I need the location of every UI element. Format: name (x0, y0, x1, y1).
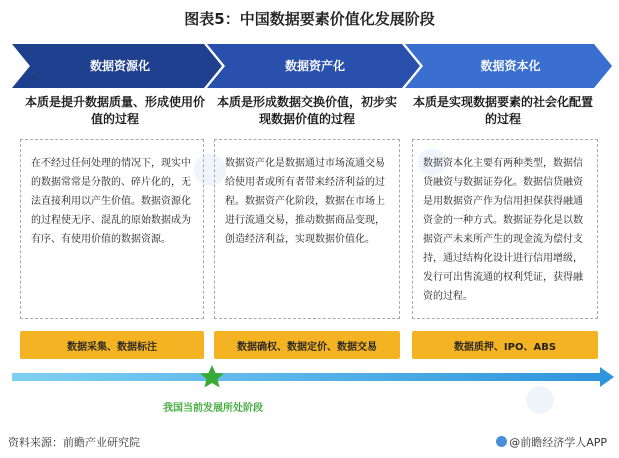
stage-essence-1: 本质是提升数据质量、形成使用价值的过程 (24, 95, 205, 126)
stage-action-2: 数据确权、数据定价、数据交易 (214, 331, 400, 359)
brand-attribution (496, 434, 607, 450)
timeline-line (12, 373, 602, 381)
stage-description-2: 数据资产化是数据通过市场流通交易给使用者或所有者带来经济利益的过程。数据资产化阶段，数据在市场上进行流通交易，推动数据商品变现，创造经济利益，实现数据价值化。 (214, 139, 400, 319)
stage-label-1: 数据资源化 (89, 59, 150, 73)
bullet-dot (33, 76, 35, 78)
brand-logo-icon (496, 436, 507, 447)
current-stage-star-icon (200, 365, 224, 388)
stage-description-1: 在不经过任何处理的情况下，现实中的数据常常是分散的、碎片化的，无法直接利用以产生价值。数据资源化的过程使无序、混乱的原始数据成为有序、有使用价值的数据资源。 (20, 139, 204, 319)
stage-label-2: 数据资产化 (284, 59, 345, 73)
source-note: 资料来源：前瞻产业研究院 (8, 436, 140, 449)
stage-label-3: 数据资本化 (480, 59, 541, 73)
stage-action-1: 数据采集、数据标注 (20, 331, 204, 359)
stage-action-3: 数据质押、IPO、ABS (412, 331, 598, 359)
stage-essence-2: 本质是形成数据交换价值，初步实现数据价值的过程 (216, 95, 397, 126)
brand-text: @前瞻经济学人APP (509, 436, 607, 449)
chart-title: 图表5：中国数据要素价值化发展阶段 (184, 10, 435, 28)
stage-essence-3: 本质是实现数据要素的社会化配置的过程 (412, 95, 593, 126)
timeline-arrowhead (600, 367, 614, 387)
current-stage-label: 我国当前发展所处阶段 (163, 403, 263, 414)
stage-description-3: 数据资本化主要有两种类型，数据信贷融资与数据证券化。数据信贷融资是用数据资产作为信用担保获得融通资金的一种方式。数据证券化是以数据资产未来所产生的现金流为偿付支持，通过结构化设计进行信用增级，发行可出售流通的权利凭证，获得融资的过程。 (412, 139, 598, 319)
